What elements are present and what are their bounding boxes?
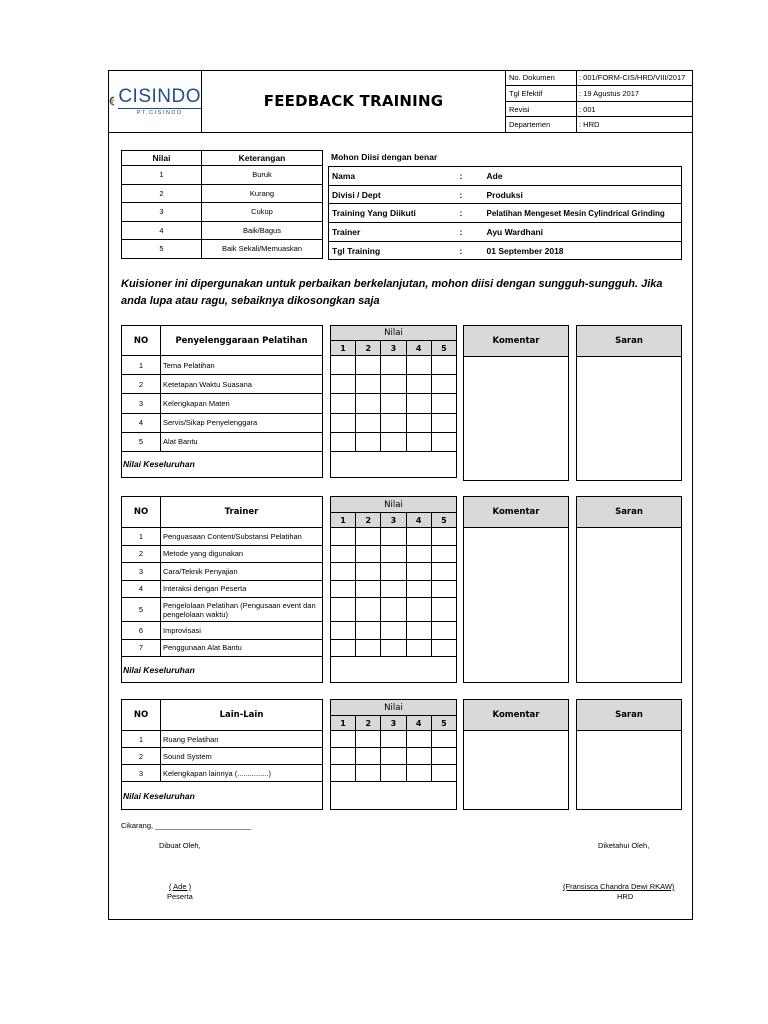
score-cell[interactable] <box>331 394 356 413</box>
overall-label: Nilai Keseluruhan <box>122 451 323 477</box>
meta-key: Tgl Efektif <box>506 86 577 101</box>
score-cell[interactable] <box>406 598 431 622</box>
score-cell[interactable] <box>381 356 406 375</box>
section-title: Penyelenggaraan Pelatihan <box>161 326 323 356</box>
score-cell[interactable] <box>356 598 381 622</box>
questionnaire-notice: Kuisioner ini dipergunakan untuk perbaikan berkelanjutan, mohon diisi dengan sungguh-sungguh. Jika anda lupa atau ragu, sebaiknya dikosongkan saja <box>121 278 663 307</box>
section-title: Lain-Lain <box>161 700 323 731</box>
score-cell[interactable] <box>406 748 431 765</box>
score-cell[interactable] <box>406 394 431 413</box>
score-cell[interactable] <box>331 432 356 451</box>
meta-row <box>506 86 693 102</box>
info-sep: : <box>457 223 484 242</box>
score-cell[interactable] <box>406 375 431 394</box>
company-logo <box>108 70 202 133</box>
info-row <box>329 185 682 204</box>
legend-header-nilai: Nilai <box>122 151 202 166</box>
score-cell[interactable] <box>331 639 356 657</box>
score-cell[interactable] <box>431 394 456 413</box>
question-text: Ruang Pelatihan <box>161 731 323 748</box>
score-cell[interactable] <box>431 580 456 598</box>
question-row <box>122 598 323 622</box>
score-cell[interactable] <box>431 413 456 432</box>
info-row <box>329 204 682 223</box>
meta-key: Revisi <box>506 102 577 117</box>
legend-nilai: 3 <box>122 203 202 222</box>
question-text: Cara/Teknik Penyajian <box>161 563 323 581</box>
score-cell[interactable] <box>381 731 406 748</box>
score-header: 1 <box>331 716 356 731</box>
score-header: 5 <box>431 513 456 528</box>
question-text: Metode yang digunakan <box>161 545 323 563</box>
legend-row <box>122 203 323 222</box>
score-cell[interactable] <box>381 765 406 782</box>
saran-box[interactable] <box>576 325 682 481</box>
overall-label: Nilai Keseluruhan <box>122 782 323 810</box>
made-by-label: Dibuat Oleh, <box>159 841 201 850</box>
info-row <box>329 241 682 260</box>
info-row <box>329 223 682 242</box>
score-cell[interactable] <box>356 563 381 581</box>
info-label: Trainer <box>329 223 457 242</box>
saran-header: Saran <box>577 497 681 528</box>
score-header: 3 <box>381 513 406 528</box>
score-header: 3 <box>381 341 406 356</box>
info-sep: : <box>457 204 484 223</box>
overall-score-cell[interactable] <box>331 451 457 477</box>
score-cell[interactable] <box>356 375 381 394</box>
hrd-signature-name: (Fransisca Chandra Dewi RKAW) <box>563 882 675 891</box>
saran-header: Saran <box>577 326 681 357</box>
score-header: 5 <box>431 716 456 731</box>
info-label: Training Yang Diikuti <box>329 204 457 223</box>
score-header: 4 <box>406 513 431 528</box>
question-row <box>122 432 323 451</box>
score-cell[interactable] <box>381 563 406 581</box>
legend-header-keterangan: Keterangan <box>202 151 323 166</box>
question-no: 4 <box>122 413 161 432</box>
overall-label: Nilai Keseluruhan <box>122 657 323 683</box>
overall-row <box>122 782 323 810</box>
section-lain-lain-scores <box>330 699 457 810</box>
info-instruction: Mohon Diisi dengan benar <box>331 152 438 162</box>
overall-score-cell[interactable] <box>331 657 457 683</box>
logo-subtitle: PT.CISINDO <box>118 108 201 116</box>
question-text: Interaksi dengan Peserta <box>161 580 323 598</box>
question-text: Pengelolaan Pelatihan (Pengusaan event dan pengelolaan waktu) <box>161 598 323 622</box>
question-row <box>122 375 323 394</box>
saran-box[interactable] <box>576 699 682 810</box>
info-label: Tgl Training <box>329 241 457 260</box>
info-sep: : <box>457 241 484 260</box>
score-cell[interactable] <box>331 528 356 546</box>
score-cell[interactable] <box>331 375 356 394</box>
score-cell[interactable] <box>356 413 381 432</box>
hrd-role: HRD <box>617 892 634 901</box>
question-row <box>122 748 323 765</box>
score-cell[interactable] <box>356 580 381 598</box>
score-cell[interactable] <box>356 545 381 563</box>
legend-nilai: 1 <box>122 166 202 185</box>
score-cell[interactable] <box>406 765 431 782</box>
score-header: 2 <box>356 513 381 528</box>
section-trainer-scores <box>330 496 457 683</box>
score-header: 4 <box>406 716 431 731</box>
score-cell[interactable] <box>431 528 456 546</box>
info-value[interactable]: Produksi <box>484 185 682 204</box>
place-date-field[interactable]: Cikarang, _______________________ <box>121 821 252 830</box>
legend-keterangan: Kurang <box>202 184 323 203</box>
score-cell[interactable] <box>381 375 406 394</box>
overall-score-cell[interactable] <box>331 782 457 810</box>
question-text: Servis/Sikap Penyelenggara <box>161 413 323 432</box>
logo-brand: CISINDO <box>118 85 201 107</box>
meta-key: No. Dokumen <box>506 70 577 85</box>
score-header: 2 <box>356 341 381 356</box>
legend-row <box>122 166 323 185</box>
section-penyelenggaraan-scores <box>330 325 457 478</box>
legend-keterangan: Cukup <box>202 203 323 222</box>
score-cell[interactable] <box>431 731 456 748</box>
saran-header: Saran <box>577 700 681 731</box>
section-title: Trainer <box>161 497 323 528</box>
score-header: 4 <box>406 341 431 356</box>
nilai-header: Nilai <box>331 326 457 341</box>
score-cell[interactable] <box>406 731 431 748</box>
score-header: 3 <box>381 716 406 731</box>
komentar-header: Komentar <box>464 700 568 731</box>
score-cell[interactable] <box>356 432 381 451</box>
question-text: Improvisasi <box>161 622 323 640</box>
question-row <box>122 413 323 432</box>
question-no: 2 <box>122 375 161 394</box>
score-cell[interactable] <box>356 528 381 546</box>
question-row <box>122 639 323 657</box>
komentar-box[interactable] <box>463 496 569 683</box>
question-no: 7 <box>122 639 161 657</box>
score-cell[interactable] <box>406 580 431 598</box>
score-cell[interactable] <box>406 622 431 640</box>
legend-nilai: 4 <box>122 221 202 240</box>
legend-row <box>122 221 323 240</box>
score-cell[interactable] <box>356 356 381 375</box>
question-text: Penggunaan Alat Bantu <box>161 639 323 657</box>
score-cell[interactable] <box>406 413 431 432</box>
score-header: 2 <box>356 716 381 731</box>
score-cell[interactable] <box>431 622 456 640</box>
known-by-label: Diketahui Oleh, <box>598 841 650 850</box>
score-cell[interactable] <box>431 748 456 765</box>
question-no: 5 <box>122 432 161 451</box>
question-no: 1 <box>122 528 161 546</box>
score-cell[interactable] <box>431 563 456 581</box>
info-label: Nama <box>329 167 457 186</box>
overall-row <box>122 657 323 683</box>
score-cell[interactable] <box>356 394 381 413</box>
question-row <box>122 545 323 563</box>
komentar-box[interactable] <box>463 325 569 481</box>
section-header-row <box>122 326 323 356</box>
info-value[interactable]: Ade <box>484 167 682 186</box>
score-cell[interactable] <box>331 580 356 598</box>
score-cell[interactable] <box>431 598 456 622</box>
score-cell[interactable] <box>381 528 406 546</box>
score-cell[interactable] <box>381 639 406 657</box>
score-cell[interactable] <box>431 356 456 375</box>
info-sep: : <box>457 185 484 204</box>
score-cell[interactable] <box>356 622 381 640</box>
info-sep: : <box>457 167 484 186</box>
legend-nilai: 2 <box>122 184 202 203</box>
question-text: Tema Pelatihan <box>161 356 323 375</box>
question-row <box>122 394 323 413</box>
score-cell[interactable] <box>331 545 356 563</box>
score-header: 5 <box>431 341 456 356</box>
score-cell[interactable] <box>381 394 406 413</box>
score-cell[interactable] <box>381 580 406 598</box>
komentar-box[interactable] <box>463 699 569 810</box>
legend-row <box>122 240 323 259</box>
info-label: Divisi / Dept <box>329 185 457 204</box>
score-header: 1 <box>331 341 356 356</box>
score-cell[interactable] <box>331 563 356 581</box>
question-row <box>122 563 323 581</box>
legend-row <box>122 184 323 203</box>
score-cell[interactable] <box>406 545 431 563</box>
score-cell[interactable] <box>331 598 356 622</box>
info-value[interactable]: Pelatihan Mengeset Mesin Cylindrical Grinding <box>484 204 682 223</box>
score-cell[interactable] <box>331 731 356 748</box>
score-cell[interactable] <box>331 748 356 765</box>
score-cell[interactable] <box>381 598 406 622</box>
question-no: 3 <box>122 394 161 413</box>
no-header: NO <box>122 326 161 356</box>
question-text: Kelengkapan lainnya (...............) <box>161 765 323 782</box>
meta-value: : HRD <box>579 120 600 130</box>
score-cell[interactable] <box>431 639 456 657</box>
nilai-header: Nilai <box>331 700 457 716</box>
score-cell[interactable] <box>431 375 456 394</box>
question-no: 4 <box>122 580 161 598</box>
score-cell[interactable] <box>356 748 381 765</box>
section-penyelenggaraan-table <box>121 325 323 478</box>
question-no: 5 <box>122 598 161 622</box>
score-cell[interactable] <box>331 356 356 375</box>
question-no: 3 <box>122 563 161 581</box>
participant-info-table <box>328 166 682 260</box>
score-cell[interactable] <box>406 563 431 581</box>
participant-signature-name: ( Ade ) <box>169 882 192 891</box>
question-no: 2 <box>122 748 161 765</box>
question-no: 2 <box>122 545 161 563</box>
score-header: 1 <box>331 513 356 528</box>
no-header: NO <box>122 700 161 731</box>
legend-header-row <box>122 151 323 166</box>
document-meta <box>505 70 693 133</box>
question-no: 6 <box>122 622 161 640</box>
score-cell[interactable] <box>331 413 356 432</box>
score-cell[interactable] <box>431 432 456 451</box>
score-cell[interactable] <box>381 622 406 640</box>
rating-legend-table <box>121 150 323 259</box>
score-cell[interactable] <box>356 765 381 782</box>
score-cell[interactable] <box>381 413 406 432</box>
komentar-header: Komentar <box>464 326 568 357</box>
score-cell[interactable] <box>381 545 406 563</box>
score-cell[interactable] <box>381 748 406 765</box>
cisindo-logo-icon <box>108 87 116 115</box>
question-no: 1 <box>122 731 161 748</box>
info-value[interactable]: 01 September 2018 <box>484 241 682 260</box>
score-cell[interactable] <box>406 528 431 546</box>
score-cell[interactable] <box>331 765 356 782</box>
meta-row <box>506 70 693 86</box>
question-row <box>122 622 323 640</box>
participant-role: Peserta <box>167 892 193 901</box>
section-trainer-table <box>121 496 323 683</box>
question-no: 1 <box>122 356 161 375</box>
question-text: Alat Bantu <box>161 432 323 451</box>
overall-row <box>122 451 323 477</box>
question-row <box>122 580 323 598</box>
meta-key: Departemen <box>506 117 577 133</box>
section-header-row <box>122 700 323 731</box>
nilai-header: Nilai <box>331 497 457 513</box>
legend-keterangan: Baik Sekali/Memuaskan <box>202 240 323 259</box>
saran-box[interactable] <box>576 496 682 683</box>
score-cell[interactable] <box>356 639 381 657</box>
question-row <box>122 731 323 748</box>
score-cell[interactable] <box>406 356 431 375</box>
score-cell[interactable] <box>381 432 406 451</box>
info-row <box>329 167 682 186</box>
meta-value: : 001 <box>579 104 596 114</box>
question-text: Ketetapan Waktu Suasana <box>161 375 323 394</box>
meta-row <box>506 102 693 118</box>
meta-value: : 19 Agustus 2017 <box>579 88 640 98</box>
info-value[interactable]: Ayu Wardhani <box>484 223 682 242</box>
section-lain-lain-table <box>121 699 323 810</box>
no-header: NO <box>122 497 161 528</box>
meta-value: : 001/FORM-CIS/HRD/VIII/2017 <box>579 73 686 82</box>
form-title: FEEDBACK TRAINING <box>202 70 505 133</box>
score-cell[interactable] <box>331 622 356 640</box>
legend-nilai: 5 <box>122 240 202 259</box>
question-row <box>122 528 323 546</box>
score-cell[interactable] <box>431 765 456 782</box>
section-header-row <box>122 497 323 528</box>
question-text: Sound System <box>161 748 323 765</box>
meta-row <box>506 117 693 133</box>
score-cell[interactable] <box>356 731 381 748</box>
question-row <box>122 356 323 375</box>
komentar-header: Komentar <box>464 497 568 528</box>
score-cell[interactable] <box>406 639 431 657</box>
score-cell[interactable] <box>406 432 431 451</box>
legend-keterangan: Buruk <box>202 166 323 185</box>
question-text: Kelengkapan Materi <box>161 394 323 413</box>
score-cell[interactable] <box>431 545 456 563</box>
legend-keterangan: Baik/Bagus <box>202 221 323 240</box>
question-text: Penguasaan Content/Substansi Pelatihan <box>161 528 323 546</box>
question-row <box>122 765 323 782</box>
question-no: 3 <box>122 765 161 782</box>
